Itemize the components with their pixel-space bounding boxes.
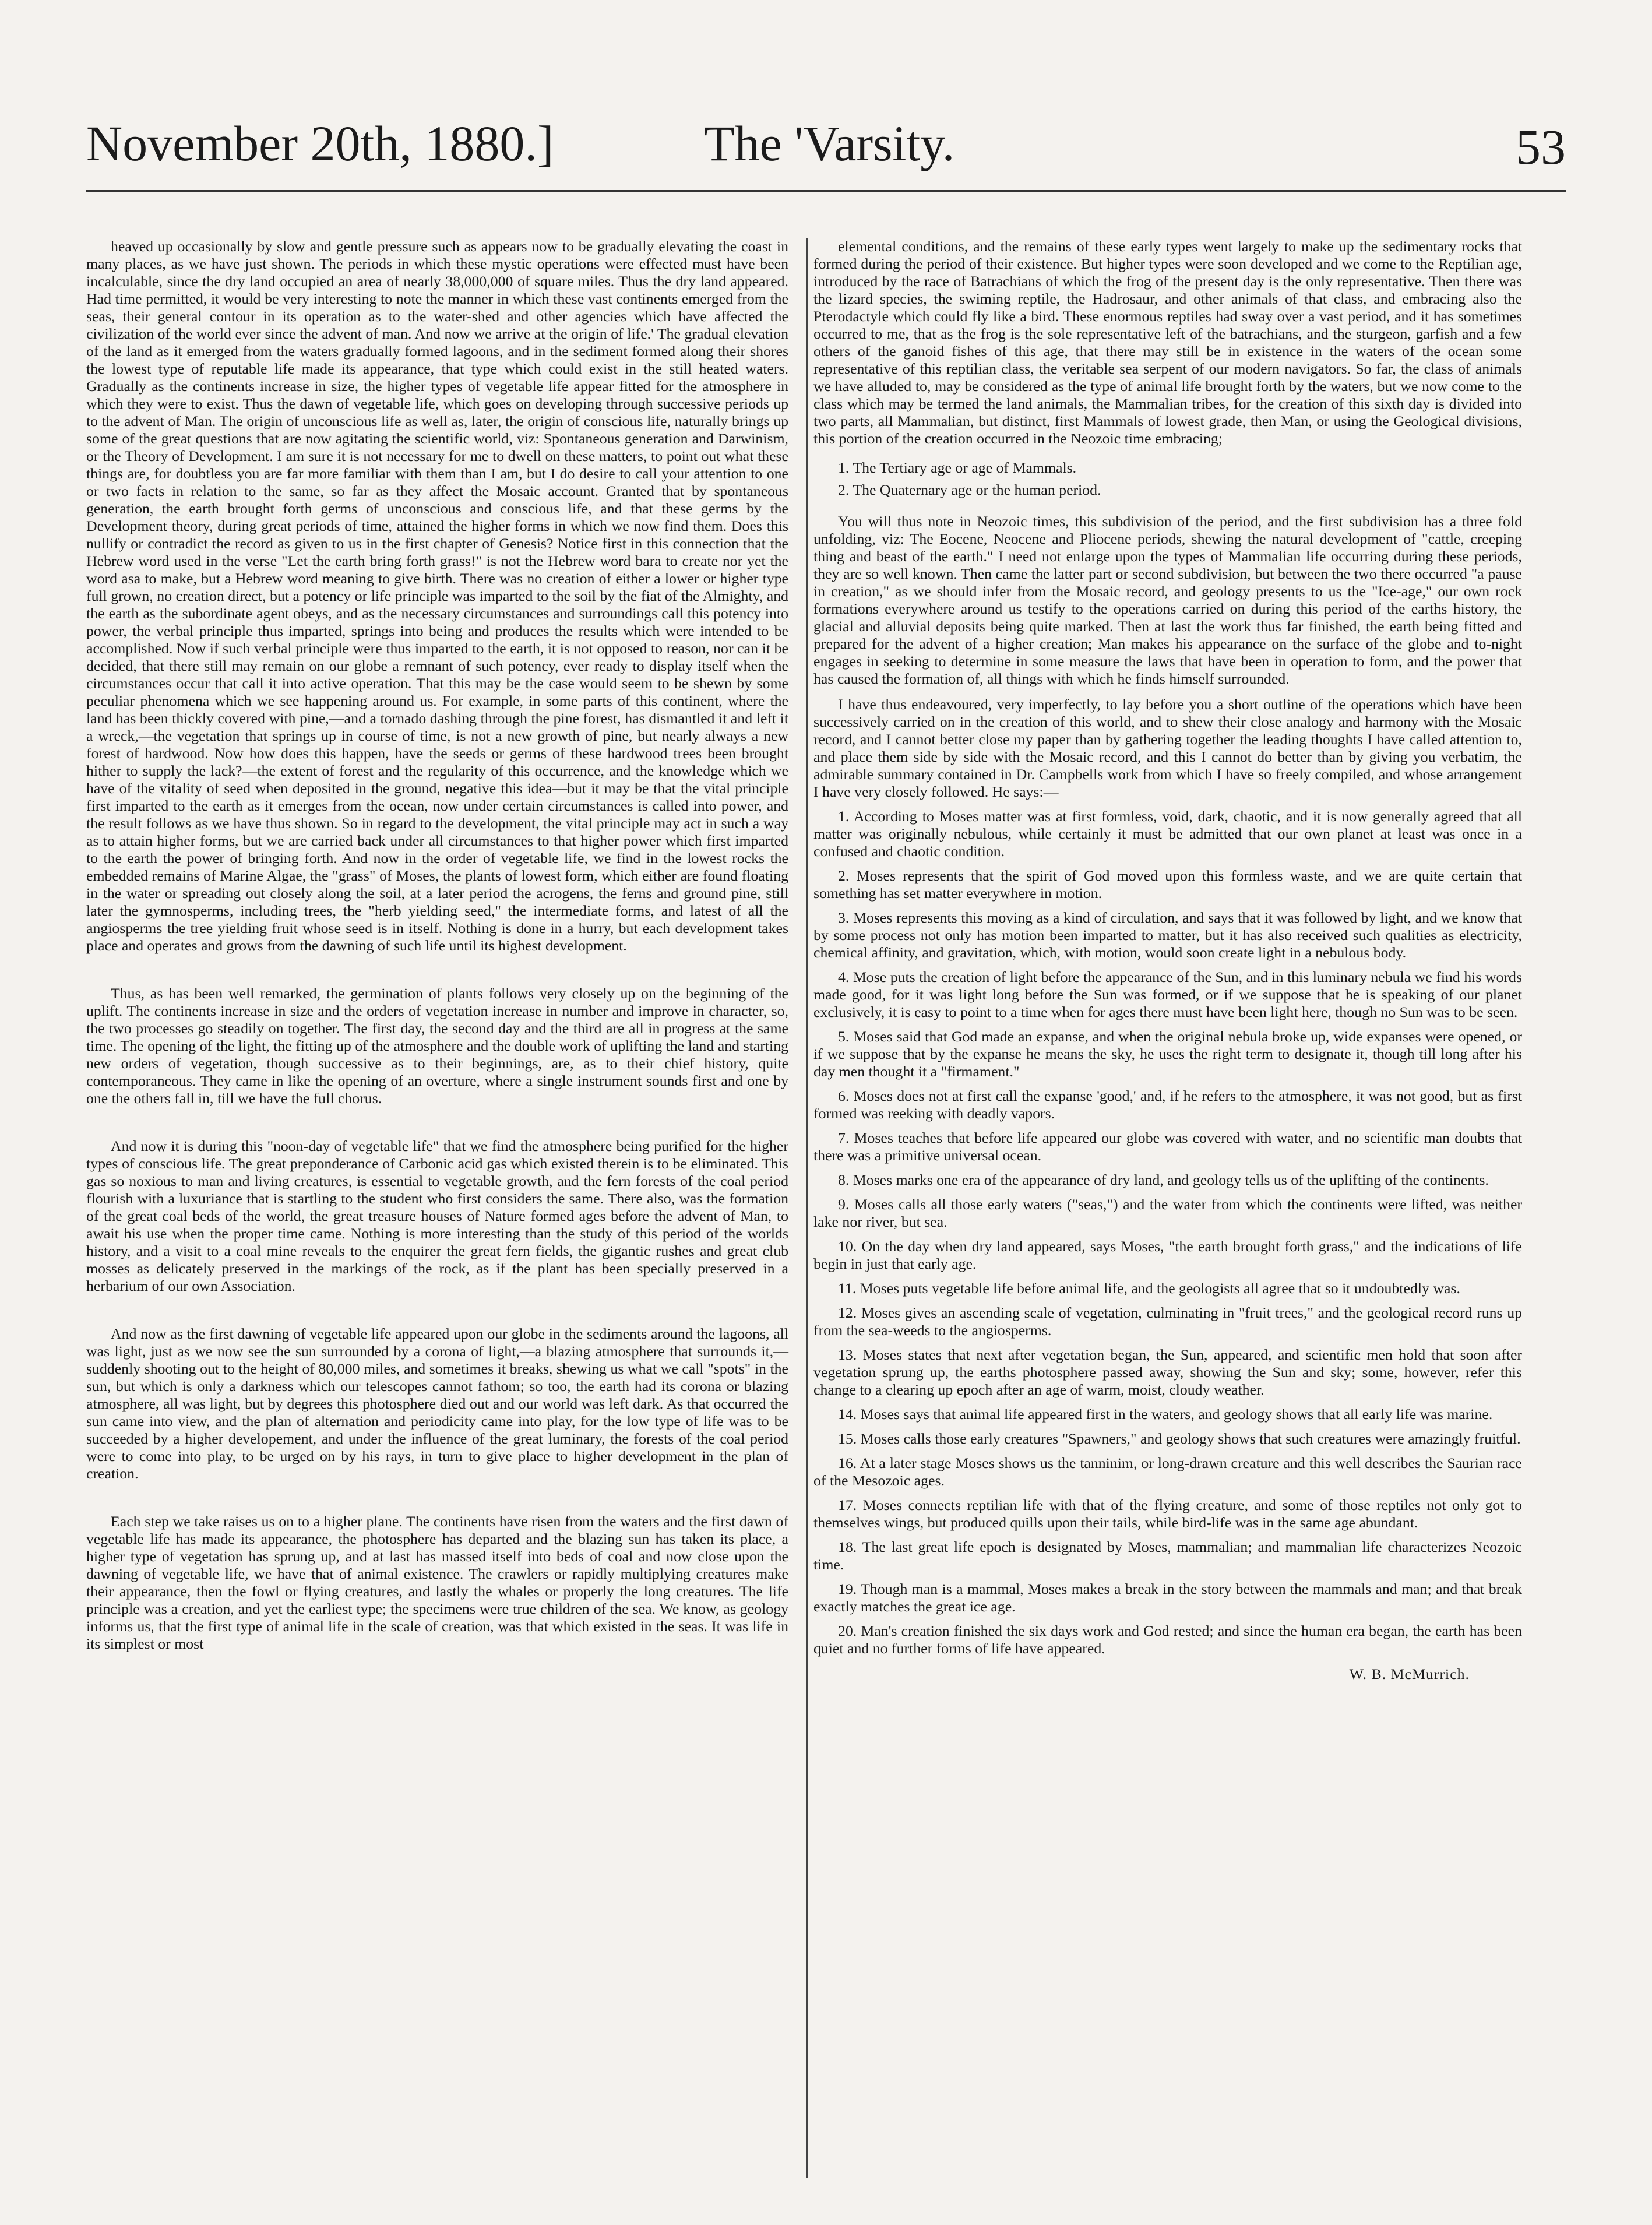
summary-point: 3. Moses represents this moving as a kind of circulation, and says that it was followed by light, and we know that by some process not only has motion been imparted to matter, but it has also received such qualities as electricity, chemical affinity, and gravitation, which, with motion, would soon create light in a nebulous body. — [813, 909, 1522, 961]
summary-point: 17. Moses connects reptilian life with that of the flying creature, and some of those reptiles not only got to themselves wings, but produced quills upon their tails, while bird-life was in the same age abundant. — [813, 1497, 1522, 1531]
left-paragraph-1: heaved up occasionally by slow and gentle pressure such as appears now to be gradually elevating the coast in many places, as we have just shown. The periods in which these mystic operations were effected must have been incalculable, since the dry land occupied an area of nearly 38,000,000 of square miles. Thus the dry land appeared. Had time permitted, it would be very interesting to note the manner in which these vast continents emerged from the seas, their general contour in its operation as to the water-shed and other agencies which have affected the civilization of the world ever since the advent of man. And now we arrive at the origin of life.' The gradual elevation of the land as it emerged from the waters gradually formed lagoons, and in the sediment formed along their shores the lowest type of reputable life made its appearance, that type which could exist in the still heated waters. Gradually as the continents increase in size, the higher types of vegetable life appear fitted for the atmosphere in which they were to exist. Thus the dawn of vegetable life, which goes on developing through successive periods up to the advent of Man. The origin of unconscious life as well as, later, the origin of conscious life, naturally brings up some of the great questions that are now agitating the scientific world, viz: Spontaneous generation and Darwinism, or the Theory of Development. I am sure it is not necessary for me to dwell on these matters, to point out what these things are, for doubtless you are far more familiar with them than I am, but I do desire to call your attention to one or two facts in relation to the same, so far as they affect the Mosaic account. Granted that by spontaneous generation, the earth brought forth germs of unconscious and conscious life, and that these germs by the Development theory, during great periods of time, attained the higher forms in which we now find them. Does this nullify or contradict the record as given to us in the first chapter of Genesis? Notice first in this connection that the Hebrew word used in the verse "Let the earth bring forth grass!" is not the Hebrew word bara to create nor yet the word asa to make, but a Hebrew word meaning to give birth. There was no creation of either a lower or higher type full grown, no creation direct, but a potency or life principle was imparted to the soil by the fiat of the Almighty, and the earth as the subordinate agent obeys, and as the necessary circumstances and surroundings call this potency into power, the verbal principle thus imparted, springs into being and produces the results which were intended to be accomplished. Now if such verbal principle were thus imparted to the earth, it is not opposed to reason, nor can it be decided, that there still may remain on our globe a remnant of such potency, ever ready to display itself when the circumstances occur that call it into active operation. That this may be the case would seem to be shewn by some peculiar phenomena which we see happening around us. For example, in some parts of this continent, where the land has been thickly covered with pine,—and a tornado dashing through the pine forest, has dismantled it and left it a wreck,—the vegetation that springs up in course of time, is not a new growth of pine, but nearly always a new forest of hardwood. Now how does this happen, have the seeds or germs of these hardwood trees been brought hither to supply the lack?—the extent of forest and the regularity of this occurrence, and the knowledge which we have of the vitality of seed when deposited in the ground, negative this idea—but it may be that the vital principle first imparted to the earth as it emerges from the ocean, now under certain circumstances is called into power, and the result follows as we have thus shown. So in regard to the development, the vital principle may act in such a way as to attain higher forms, but we are carried back under all circumstances to that higher power which first imparted to the earth the power of bringing forth. And now in the order of vegetable life, we find in the lowest rocks the embedded remains of Marine Algae, the "grass" of Moses, the plants of lowest form, which either are found floating in the water or spreading out closely along the soil, at a later period the acrogens, the ferns and ground pine, still later the gymnosperms, including trees, the "herb yielding seed," the intermediate forms, and latest of all the angiosperms the tree yielding fruit whose seed is in itself. Nothing is done in a hurry, but each development takes place and operates and grows from the dawning of such life until its highest development. — [86, 238, 788, 954]
summary-point: 9. Moses calls all those early waters ("seas,") and the water from which the continents were lifted, was neither lake nor river, but sea. — [813, 1196, 1522, 1230]
issue-date: November 20th, 1880.] — [86, 115, 554, 171]
left-column — [86, 238, 788, 1653]
summary-point: 5. Moses said that God made an expanse, and when the original nebula broke up, wide expanses were opened, or if we suppose that by the expanse he means the sky, he uses the right term to designate it, though till long after his day men thought it a "firmament." — [813, 1028, 1522, 1080]
right-paragraph-2: You will thus note in Neozoic times, this subdivision of the period, and the first subdivision has a three fold unfolding, viz: The Eocene, Neocene and Pliocene periods, shewing the natural development of "cattle, creeping thing and beast of the earth." I need not enlarge upon the types of Mammalian life occurring during these periods, they are so well known. Then came the latter part or second subdivision, but between the two there occurred "a pause in creation," as we should infer from the Mosaic record, and geology presents to us the "Ice-age," our own rock formations everywhere around us testify to the operations carried on during this period of the earths history, the glacial and alluvial deposits being quite marked. Then at last the work thus far finished, the earth being fitted and prepared for the advent of a higher creation; Man makes his appearance on the surface of the globe and to-night engages in seeking to determine in some measure the laws that have been in operation to form, and the power that has caused the formation of, all things with which he finds himself surrounded. — [813, 513, 1522, 687]
summary-point: 10. On the day when dry land appeared, says Moses, "the earth brought forth grass," and the indications of life begin in just that early age. — [813, 1238, 1522, 1272]
right-paragraph-3: I have thus endeavoured, very imperfectly, to lay before you a short outline of the operations which have been successively carried on in the creation of this world, and to shew their close analogy and harmony with the Mosaic record, and I cannot better close my paper than by gathering together the leading thoughts I have called attention to, and place them side by side with the Mosaic record, and this I cannot do better than by giving you verbatim, the admirable summary contained in Dr. Campbells work from which I have so freely compiled, and whose arrangement I have very closely followed. He says:— — [813, 696, 1522, 800]
summary-points-list — [813, 808, 1522, 1657]
masthead-title: The 'Varsity. — [704, 115, 955, 171]
right-paragraph-1: elemental conditions, and the remains of these early types went largely to make up the sedimentary rocks that formed during the period of their existence. But higher types were soon developed and we come to the Reptilian age, introduced by the race of Batrachians of which the frog of the present day is the only representative. Then there was the lizard species, the swiming reptile, the Hadrosaur, and other animals of that class, and embracing also the Pterodactyle which could fly like a bird. These enormous reptiles had sway over a vast period, and it has sometimes occurred to me, that as the frog is the sole representative left of the batrachians, and the sturgeon, garfish and a few others of the ganoid fishes of this age, that there may still be in existence in the waters of the ocean some representative of this reptilian class, the veritable sea serpent of our modern navigators. So far, the class of animals we have alluded to, may be considered as the type of animal life brought forth by the waters, but we now come to the class which may be termed the land animals, the Mammalian tribes, for the creation of this sixth day is divided into two parts, all Mammalian, but distinct, first Mammals of lowest grade, then Man, or using the Geological divisions, this portion of the creation occurred in the Neozoic time embracing; — [813, 238, 1522, 447]
column-divider — [806, 238, 808, 2178]
summary-point: 18. The last great life epoch is designated by Moses, mammalian; and mammalian life characterizes Neozoic time. — [813, 1539, 1522, 1573]
page-header — [86, 114, 1566, 192]
left-paragraph-5: Each step we take raises us on to a higher plane. The continents have risen from the waters and the first dawn of vegetable life has made its appearance, the photosphere has departed and the blazing sun has taken its place, a higher type of vegetation has sprung up, and at last has massed itself into beds of coal and now close upon the dawning of vegetable life, we have that of animal existence. The crawlers or rapidly multiplying creatures make their appearance, then the fowl or flying creatures, and lastly the whales or properly the long creatures. The life principle was a creation, and yet the earliest type; the specimens were true children of the sea. We know, as geology informs us, that the first type of animal life in the scale of creation, was that which existed in the seas. It was life in its simplest or most — [86, 1513, 788, 1652]
ages-list — [838, 459, 1522, 499]
ages-list-item: 1. The Tertiary age or age of Mammals. — [838, 459, 1077, 476]
summary-point: 8. Moses marks one era of the appearance of dry land, and geology tells us of the uplifting of the continents. — [838, 1171, 1489, 1188]
summary-point: 4. Mose puts the creation of light before the appearance of the Sun, and in this luminary nebula we find his words made good, for it was light long before the Sun was formed, or if we suppose that he is speaking of our planet exclusively, it is easy to point to a time when for ages there must have been light here, though no Sun was to be seen. — [813, 969, 1522, 1020]
ages-list-item: 2. The Quaternary age or the human period. — [838, 481, 1101, 498]
summary-point: 13. Moses states that next after vegetation began, the Sun, appeared, and scientific men hold that soon after vegetation sprung up, the earths photosphere passed away, showing the Sun and sky; some, however, refer this change to a clearing up epoch after an age of warm, moist, cloudy weather. — [813, 1346, 1522, 1398]
author-signature: W. B. McMurrich. — [1349, 1666, 1470, 1682]
page-number: 53 — [1516, 119, 1566, 175]
left-paragraph-4: And now as the first dawning of vegetable life appeared upon our globe in the sediments around the lagoons, all was light, just as we now see the sun surrounded by a corona of light,—a blazing atmosphere that surrounds it,—suddenly shooting out to the height of 80,000 miles, and sometimes it breaks, shewing us what we call "spots" in the sun, but which is only a darkness which our telescopes cannot fathom; so too, the earth had its corona or blazing atmosphere, all was light, but by degrees this photosphere died out and our world was left dark. As that occurred the sun came into view, and the plan of alternation and periodicity came into play, for the low type of life was to be succeeded by a higher developement, and under the influence of the great luminary, the forests of the coal period were to come into play, to be urged on by his rays, in turn to give place to higher development in the plan of creation. — [86, 1325, 788, 1482]
summary-point: 19. Though man is a mammal, Moses makes a break in the story between the mammals and man; and that break exactly matches the great ice age. — [813, 1580, 1522, 1615]
summary-point: 15. Moses calls those early creatures "Spawners," and geology shows that such creatures were amazingly fruitful. — [838, 1430, 1521, 1447]
summary-point: 14. Moses says that animal life appeared first in the waters, and geology shows that all early life was marine. — [838, 1406, 1493, 1423]
summary-point: 11. Moses puts vegetable life before animal life, and the geologists all agree that so it undoubtedly was. — [838, 1280, 1460, 1297]
summary-point: 7. Moses teaches that before life appeared our globe was covered with water, and no scientific man doubts that there was a primitive universal ocean. — [813, 1129, 1522, 1164]
right-column — [813, 238, 1522, 1683]
left-paragraph-2: Thus, as has been well remarked, the germination of plants follows very closely up on the beginning of the uplift. The continents increase in size and the orders of vegetation increase in number and improve in character, so, the two processes go steadily on together. The first day, the second day and the third are all in progress at the same time. The opening of the light, the fitting up of the atmosphere and the double work of uplifting the land and starting new orders of vegetation, though successive as to their beginnings, are, as to their chief history, quite contemporaneous. They came in like the opening of an overture, where a single instrument sounds first and one by one the others fall in, till we have the full chorus. — [86, 985, 788, 1107]
summary-point: 12. Moses gives an ascending scale of vegetation, culminating in "fruit trees," and the geological record runs up from the sea-weeds to the angiosperms. — [813, 1304, 1522, 1339]
left-paragraph-3: And now it is during this "noon-day of vegetable life" that we find the atmosphere being purified for the higher types of conscious life. The great preponderance of Carbonic acid gas which existed therein is to be eliminated. This gas so noxious to man and living creatures, is essential to vegetable growth, and the fern forests of the coal period flourish with a luxuriance that is startling to the student who first considers the same. There also, was the formation of the great coal beds of the world, the great treasure houses of Nature formed ages before the advent of Man, to await his use when the proper time came. Nothing is more interesting than the study of this period of the worlds history, and a visit to a coal mine reveals to the enquirer the great fern fields, the gigantic rushes and great club mosses as delicately preserved in the markings of the rock, as if the plant has been specially preserved in a herbarium of our own Association. — [86, 1138, 788, 1294]
summary-point: 16. At a later stage Moses shows us the tanninim, or long-drawn creature and this well describes the Saurian race of the Mesozoic ages. — [813, 1455, 1522, 1489]
summary-point: 6. Moses does not at first call the expanse 'good,' and, if he refers to the atmosphere, it was not good, but as first formed was reeking with deadly vapors. — [813, 1087, 1522, 1122]
summary-point: 2. Moses represents that the spirit of God moved upon this formless waste, and we are quite certain that something has set matter everywhere in motion. — [813, 867, 1522, 902]
summary-point: 20. Man's creation finished the six days work and God rested; and since the human era began, the earth has been quiet and no further forms of life have appeared. — [813, 1622, 1522, 1657]
summary-point: 1. According to Moses matter was at first formless, void, dark, chaotic, and it is now generally agreed that all matter was originally nebulous, while certainly it must be admitted that our own planet at least was once in a confused and chaotic condition. — [813, 808, 1522, 860]
